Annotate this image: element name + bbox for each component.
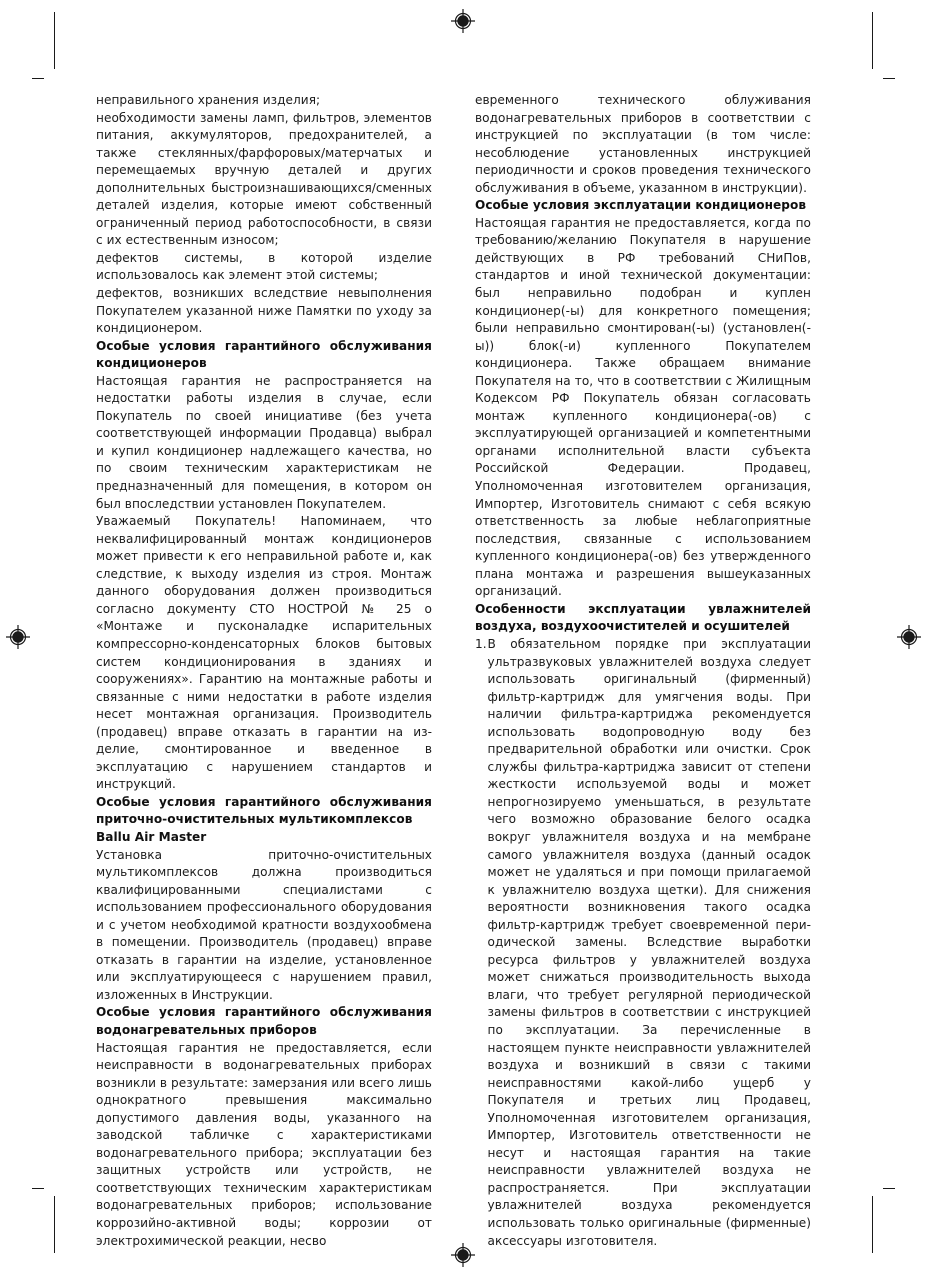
paragraph-warranty-scope-ac: Настоящая гарантия не распространяется на недостатки работы изделия в случае, если Покупатель по своей инициативе (без учета соответствующей информации Продавца) выбрал и купил кондиционер надлежащего качества, но по своим техническим характеристикам не предназначенный для помещения, в котором он был впоследствии установлен Покупателем. [96, 373, 432, 511]
crop-mark-bottom-left-horizontal [32, 1188, 44, 1189]
column-left [96, 92, 432, 1250]
crop-mark-top-right-horizontal [883, 78, 895, 79]
registration-target-icon-bottom [450, 1242, 476, 1268]
paragraph-water-heater-exclusions-continued: евременного технического облуживания водонагревательных приборов в соответствии с инструкцией по эксплуатации (в том числе: несоблюдение установленных инструкцией периодичности и сроков проведения технического обслуживания в объеме, указанном в инструкции). [475, 93, 811, 195]
paragraph-unqualified-installation: Уважаемый Покупатель! Напоминаем, что неквалифицированный монтаж кондиционеров может привести к его неправильной работе и, как следствие, к выходу изделия из строя. Монтаж данного оборудования должен производиться согласно документу СТО НОСТРОЙ № 25 о «Монтаже и пусконаладке испарительных компрессорно-конденсаторных блоков бытовых систем кондиционирования в зданиях и сооружениях». Гарантию на монтажные работы и связанные с ними недостатки в работе изделия несет монтажная организация. Производитель (продавец) вправе отказать в гарантии на изделие, смонтированное и введенное в эксплуатацию с нарушением стандартов и инструкций. [96, 514, 432, 792]
paragraph-water-heater-exclusions: Настоящая гарантия не предоставляется, если неисправности в водонагревательных приборах возникли в результате: замерзания или всего лишь однократного превышения максимально допустимого давления воды, указанного на заводской табличке с характеристиками водонагревательного прибора; эксплуатации без защитных устройств или устройств, не соответствующих техническим характеристикам водонагревательных приборов; использование коррозийно-активной воды; коррозии от электрохимической реакции, несво [96, 1040, 432, 1248]
paragraph-storage-defect: неправильного хранения изделия; [96, 93, 321, 107]
registration-target-icon-left [5, 624, 31, 650]
crop-mark-bottom-right-horizontal [883, 1188, 895, 1189]
list-item-humidifier-filter-cartridge [475, 636, 811, 1250]
paragraph-system-defects: дефектов системы, в которой изделие использовалось как элемент этой системы; [96, 250, 432, 283]
heading-brand-ballu-air-master: Ballu Air Master [96, 829, 207, 844]
heading-operating-conditions-air-conditioners: Особые условия эксплуатации кондиционеров [475, 198, 807, 213]
heading-warranty-conditions-air-conditioners: Особые условия гарантийного обслуживания кондиционеров [96, 338, 432, 371]
registration-target-icon-right [896, 624, 922, 650]
paragraph-ac-operating-conditions: Настоящая гарантия не предоставляется, когда по требованию/желанию Покупателя в нарушение действующих в РФ требований СНиПов, стандартов и иной технической документации: был неправильно подобран и куплен кондиционер(-ы) для конкретного помещения; были неправильно смонтирован(-ы) (установлен(-ы)) блок(-и) купленного Покупателем кондиционера. Также обращаем внимание Покупателя на то, что в соответствии с Жилищным Кодексом РФ Покупатель обязан согласовать монтаж купленного кондиционера(-ов) с эксплуатирующей организацией и компетентными органами исполнительной власти субъекта Российской Федерации. Продавец, Уполномоченная изготовителем организация, Импортер, Изготовитель снимают с себя всякую ответственность за любые неблагоприятные последствия, связанные с использованием купленного кондиционера(-ов) без утвержденного плана монтажа и разрешения вышеуказанных организаций. [475, 215, 811, 599]
heading-humidifier-operation-features: Особенности эксплуатации увлажнителей воздуха, воздухоочистителей и осушителей [475, 601, 811, 634]
crop-mark-bottom-right-vertical [872, 1196, 873, 1253]
paragraph-multicomplex-installation: Установка приточно-очистительных мультикомплексов должна производиться квалифицированными специалистами с использованием профессионального оборудования и с учетом необходимой кратности воздухообмена в помещении. Производитель (продавец) вправе отказать в гарантии на изделие, установленное или эксплуатирующееся с нарушением правил, изложенных в Инструкции. [96, 847, 432, 1002]
text-body-two-column [96, 92, 832, 1248]
paragraph-buyer-memo-defects: дефектов, возникших вследствие невыполнения Покупателем указанной ниже Памятки по уходу за кондиционером. [96, 286, 432, 336]
list-item-number: 1. [475, 636, 487, 651]
crop-mark-top-left-horizontal [32, 78, 44, 79]
column-right [475, 92, 811, 1250]
list-item-content [488, 636, 811, 1250]
list-item-text: В обязательном порядке при эксплуатации ультразвуковых увлажнителей воздуха следует использовать оригинальный (фирменный) фильтр-картридж для умягчения воды. При наличии фильтра-картриджа рекомендуется использовать водопроводную воду без предварительной обработки или очистки. Срок службы фильтра-картриджа зависит от степени жесткости используемой воды и может непрогнозируемо уменьшаться, в результате чего возможно образование белого осадка вокруг увлажнителя воздуха и на мембране самого увлажнителя воздуха (данный осадок может не удаляться и при помощи прилагаемой к увлажнителю воздуха щетки). Для снижения вероятности возникновения такого осадка фильтр-картридж требует своевременной периодической замены. Вследствие выработки ресурса фильтров у увлажнителей воздуха может снижаться производительность выхода влаги, что требует регулярной периодической замены фильтров в соответствии с инструкцией по эксплуатации. За перечисленные в настоящем пункте неисправности увлажнителей воздуха и возникший в связи с такими неисправностями какой-либо ущерб у Покупателя и третьих лиц Продавец, Уполномоченная изготовителем организация, Импортер, Изготовитель ответственности не несут и настоящая гарантия на такие неисправности увлажнителей воздуха не распространяется. При эксплуатации увлажнителей воздуха рекомендуется использовать только оригинальные (фирменные) аксессуары изготовителя. [487, 636, 811, 1248]
registration-target-icon-top [450, 8, 476, 34]
heading-warranty-conditions-multicomplex: Особые условия гарантийного обслуживания приточно-очистительных мультикомплексов [96, 794, 432, 827]
crop-mark-top-right-vertical [872, 12, 873, 69]
heading-warranty-conditions-water-heaters: Особые условия гарантийного обслуживания водонагревательных приборов [96, 1005, 432, 1037]
crop-mark-top-left-vertical [54, 12, 55, 69]
crop-mark-bottom-left-vertical [54, 1196, 55, 1253]
paragraph-replacement-parts: необходимости замены ламп, фильтров, элементов питания, аккумуляторов, предохранителей, а также стеклянных/фарфоровых/матерчатых и перемещаемых вручную деталей и других дополнительных быстроизнашивающихся/сменных деталей изделия, которые имеют собственный ограниченный период работоспособности, в связи с их естественным износом; [96, 110, 432, 248]
